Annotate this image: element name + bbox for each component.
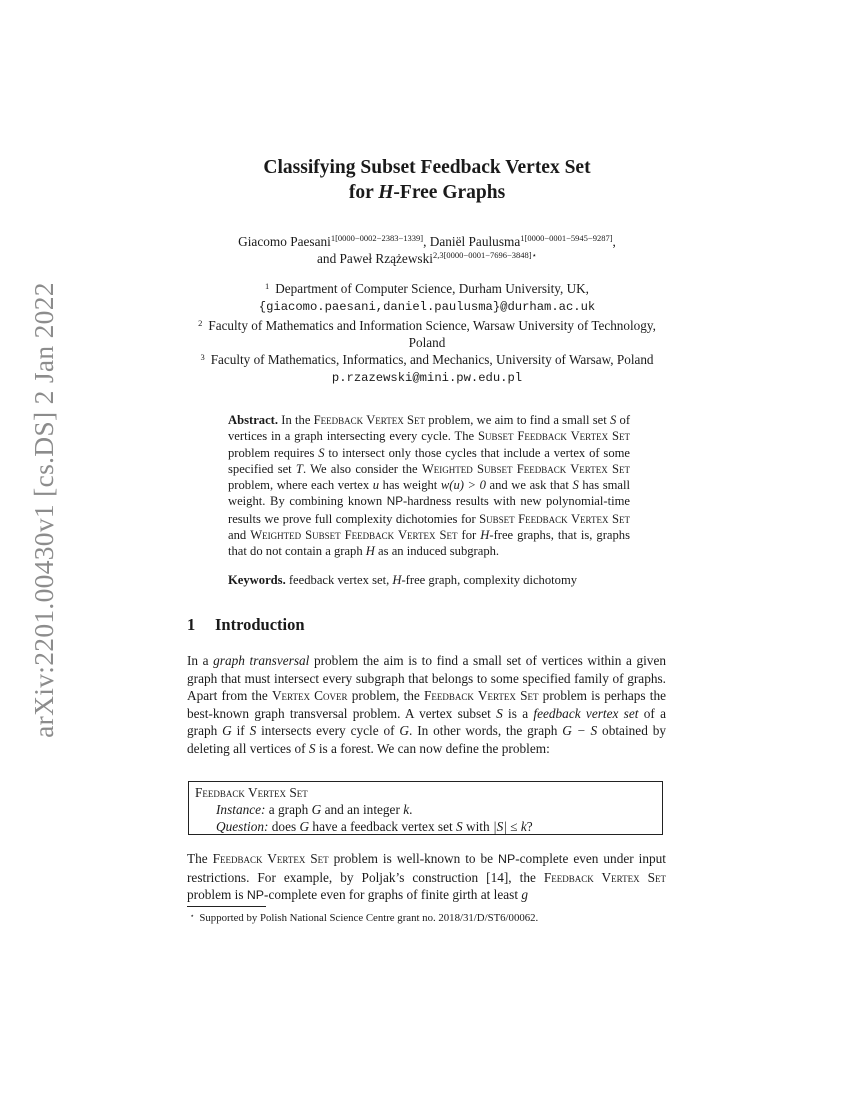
problem-name: Feedback Vertex Set xyxy=(543,869,666,885)
emphasis: graph transversal xyxy=(213,653,310,668)
affiliation-number: 3 xyxy=(200,352,205,363)
math: S xyxy=(308,740,316,756)
text: -hardness results with new polynomial-time results we prove full complexity dichotomies for xyxy=(228,494,630,526)
text: of a graph xyxy=(187,705,666,739)
problem-name: Weighted Subset Feedback Vertex Set xyxy=(250,528,458,543)
problem-instance xyxy=(195,801,656,818)
text: problem, we aim to find a small set xyxy=(425,413,610,427)
text: problem the aim is to find a small set of vertices within a given graph that must intersect every subgraph that belongs to some specified family of graphs. Apart from the xyxy=(187,653,666,704)
math: G xyxy=(311,802,322,817)
problem-name: Feedback Vertex Set xyxy=(212,851,329,866)
complexity-class: NP xyxy=(498,852,516,866)
problem-name: Feedback Vertex Set xyxy=(424,688,539,704)
text: In the xyxy=(278,413,314,427)
footnote-divider xyxy=(187,906,266,907)
footnote-mark: ⋆ xyxy=(190,912,195,920)
math: G xyxy=(299,819,310,834)
problem-definition-box xyxy=(188,781,663,835)
text: have a feedback vertex set xyxy=(309,819,457,834)
authors-line-2 xyxy=(0,250,850,267)
separator: , xyxy=(423,234,430,249)
author-name: Giacomo Paesani xyxy=(238,234,331,249)
arxiv-identifier-stamp: arXiv:2201.00430v1 [cs.DS] 2 Jan 2022 xyxy=(28,282,59,738)
affiliation-3-email[interactable] xyxy=(0,368,850,387)
authors-line-1 xyxy=(0,233,850,250)
title-line-1: Classifying Subset Feedback Vertex Set xyxy=(263,157,591,178)
problem-box-title: Feedback Vertex Set xyxy=(195,785,308,800)
complexity-class: NP xyxy=(386,495,404,509)
emphasis: feedback vertex set xyxy=(533,705,639,721)
intro-paragraph-2 xyxy=(187,850,666,905)
affiliation-number: 1 xyxy=(265,281,270,291)
keywords-label: Keywords. xyxy=(228,573,286,587)
math: g xyxy=(521,887,529,903)
email-link[interactable]: {giacomo.paesani,daniel.paulusma}@durham.ac.uk xyxy=(258,300,596,315)
problem-name: Weighted Subset Feedback Vertex Set xyxy=(421,461,630,476)
problem-name: Subset Feedback Vertex Set xyxy=(478,429,630,444)
email-link[interactable]: p.rzazewski@mini.pw.edu.pl xyxy=(331,371,523,386)
text: has weight xyxy=(379,478,441,493)
complexity-class: NP xyxy=(246,888,265,903)
title-text: for xyxy=(348,182,379,203)
problem-name: Feedback Vertex Set xyxy=(313,413,426,427)
math: S xyxy=(456,819,463,834)
title-math-h: H xyxy=(378,182,394,203)
intro-paragraph-1 xyxy=(187,652,666,758)
text: of vertices in a graph intersecting every cycle. The xyxy=(228,413,631,444)
footnote-text: Supported by Polish National Science Centre grant no. 2018/31/D/ST6/00062. xyxy=(199,912,539,924)
text: -complete even under input restrictions. For example, by Poljak’s construction [14], the xyxy=(187,851,666,885)
affiliation-2 xyxy=(0,317,850,334)
text: and xyxy=(228,528,251,543)
text: ? xyxy=(526,819,533,834)
separator: , xyxy=(612,234,616,249)
text: is a xyxy=(502,705,534,721)
problem-question xyxy=(195,818,656,835)
text: if xyxy=(231,723,250,739)
affiliation-1-email[interactable] xyxy=(0,297,850,316)
affiliation-text: Faculty of Mathematics, Informatics, and Mechanics, University of Warsaw, Poland xyxy=(210,352,654,368)
math: u xyxy=(372,478,380,493)
math: G xyxy=(222,723,232,739)
text: intersects every cycle of xyxy=(256,723,400,739)
author-name: and Paweł Rzążewski xyxy=(317,251,433,266)
text: and we ask that xyxy=(485,478,573,493)
text: problem is xyxy=(187,887,247,903)
affiliation-2-country: Poland xyxy=(408,334,446,350)
section-heading xyxy=(187,615,305,635)
math: T xyxy=(295,461,303,476)
text: . In other words, the graph xyxy=(409,723,563,739)
title-text: -Free Graphs xyxy=(393,182,506,203)
title-line-2 xyxy=(0,180,850,205)
math: H xyxy=(365,544,375,559)
math: k xyxy=(403,802,410,817)
text: a graph xyxy=(265,802,312,817)
affiliations xyxy=(0,280,850,388)
text: -free graphs, that is, graphs that do not contain a graph xyxy=(228,528,630,559)
text: -complete even for graphs of finite girth at least xyxy=(264,887,522,903)
text: does xyxy=(268,819,300,834)
text: is a forest. We can now define the problem: xyxy=(315,740,550,756)
keywords xyxy=(228,572,630,588)
text: problem, where each vertex xyxy=(228,478,373,493)
affiliation-number: 2 xyxy=(198,317,203,328)
text: . xyxy=(409,802,413,817)
affiliation-1 xyxy=(0,280,850,297)
math: S xyxy=(249,723,257,739)
text: feedback vertex set, xyxy=(285,573,393,587)
text: for xyxy=(457,528,481,543)
text: -free graph, complexity dichotomy xyxy=(401,573,578,587)
math: G − S xyxy=(562,723,598,739)
text: with xyxy=(462,819,493,834)
text: In a xyxy=(187,653,214,668)
text: The xyxy=(187,851,213,866)
math: S xyxy=(572,478,579,493)
problem-name: Vertex Cover xyxy=(271,688,348,704)
text: problem is perhaps the best-known graph transversal problem. A vertex subset xyxy=(187,688,667,721)
math: S xyxy=(609,413,617,427)
math: H xyxy=(480,528,490,543)
math: |S| ≤ k xyxy=(492,819,527,834)
math: w(u) > 0 xyxy=(440,478,486,493)
affiliation-text: Faculty of Mathematics and Information Science, Warsaw University of Technology, xyxy=(208,317,656,333)
math: S xyxy=(318,445,325,460)
text: and an integer xyxy=(321,802,404,817)
author-orcid: 1[0000−0001−5945−9287] xyxy=(520,233,613,243)
text: as an induced subgraph. xyxy=(374,544,500,559)
math: G xyxy=(399,723,410,739)
affiliation-text: Department of Computer Science, Durham University, UK, xyxy=(275,281,589,296)
section-number: 1 xyxy=(187,615,196,634)
problem-name: Subset Feedback Vertex Set xyxy=(479,511,630,526)
author-name: Daniël Paulusma xyxy=(429,234,521,249)
text: . We also consider the xyxy=(302,461,422,476)
paper-title xyxy=(0,155,850,205)
author-orcid: 1[0000−0002−2383−1339] xyxy=(330,233,424,243)
question-label: Question: xyxy=(216,819,269,834)
text: obtained by deleting all vertices of xyxy=(187,723,667,756)
text: to intersect only those cycles that include a vertex of some specified set xyxy=(228,445,631,476)
math: S xyxy=(496,705,503,721)
abstract xyxy=(228,412,630,560)
section-title: Introduction xyxy=(215,615,305,634)
math: H xyxy=(392,573,402,587)
author-orcid: 2,3[0000−0001−7696−3848]⋆ xyxy=(432,250,537,260)
text: has small weight. By combining known xyxy=(228,478,630,509)
footnote xyxy=(190,909,538,925)
text: problem is well-known to be xyxy=(328,851,499,866)
author-list xyxy=(0,233,850,267)
abstract-label: Abstract. xyxy=(228,413,279,427)
text: problem requires xyxy=(228,445,319,460)
affiliation-3 xyxy=(0,351,850,368)
instance-label: Instance: xyxy=(216,802,266,817)
text: problem, the xyxy=(347,688,425,704)
